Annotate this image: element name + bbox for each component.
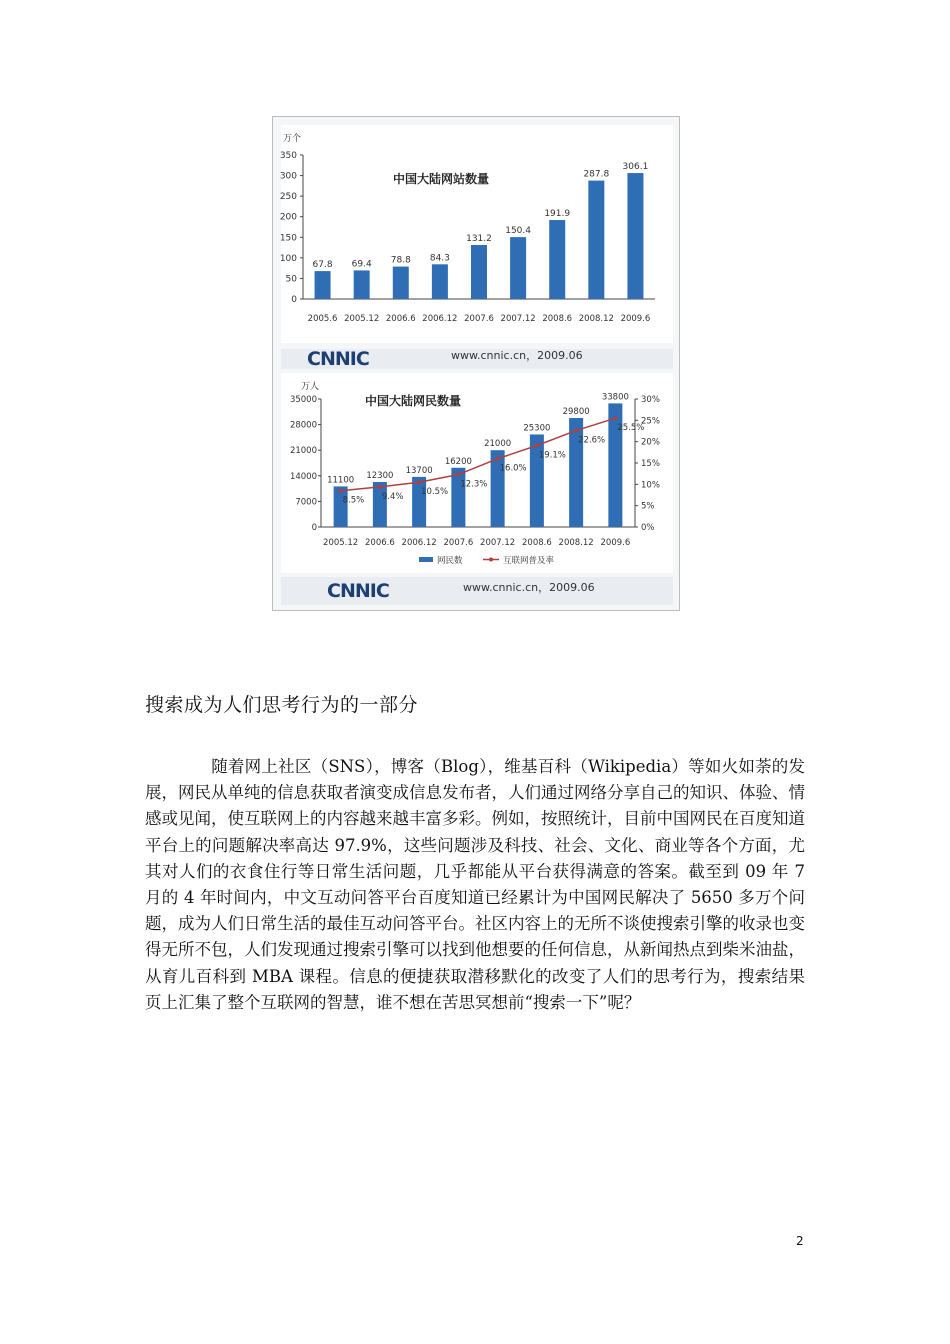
chart1-x-tick-label: 2009.6 [620,314,651,324]
chart2-bar-value-label: 33800 [601,392,629,403]
chart1-x-tick-label: 2006.12 [422,314,458,324]
chart1-value-label: 287.8 [583,169,610,180]
chart2-bar [491,450,505,527]
chart2-bar-value-label: 13700 [405,465,433,476]
chart1-source: www.cnnic.cn，2009.06 [451,349,583,362]
chart2-legend-line-marker [489,558,493,562]
chart2-bar-value-label: 25300 [523,423,551,434]
chart1-x-tick-label: 2008.6 [542,314,573,324]
chart1-bar [510,237,526,299]
chart1-bar [627,173,643,299]
chart1-x-tick-label: 2005.6 [307,314,338,324]
chart1-y-tick-label: 250 [279,192,297,203]
chart1-y-tick-label: 50 [285,274,297,285]
chart2-line-point [574,429,578,433]
chart2-right-tick-label: 20% [641,437,660,448]
chart-figure [272,116,680,611]
chart2-title: 中国大陆网民数量 [365,394,462,408]
chart1-y-tick-label: 350 [279,151,297,161]
chart1-x-tick-label: 2007.6 [464,314,494,324]
chart2-line-point [378,485,382,489]
chart1-y-tick-label: 300 [279,171,297,182]
chart2-bar-value-label: 11100 [327,475,355,486]
chart2-bar-value-label: 21000 [484,439,512,450]
chart2-line-value-label: 12.3% [460,479,488,490]
chart2-bar-value-label: 12300 [366,471,394,482]
body-text: 随着网上社区（SNS），博客（Blog），维基百科（Wikipedia）等如火如荼的发展，网民从单纯的信息获取者演变成信息发布者，人们通过网络分享自己的知识、体验、情感或见闻，使互联网上的内容越来越丰富多彩。例如，按照统计，目前中国网民在百度知道平台上的问题解决率高达 97.9%，这些问题涉及科技、社会、文化、商业等各个方面，尤其对人们的衣食住行等日常生活问题，几乎都能从平台获得满意的答案。截至到 09 年 7 月的 4 年时间内，中文互动问答平台百度知道已经累计为中国网民解决了 5650 多万个问题，成为人们日常生活的最佳互动问答平台。社区内容上的无所不谈使搜索引擎的收录也变得无所不包，人们发现通过搜索引擎可以找到他想要的任何信息，从新闻热点到柴米油盐，从育儿百科到 MBA 课程。信息的便捷获取潜移默化的改变了人们的思考行为，搜索结果页上汇集了整个互联网的智慧，谁不想在苦思冥想前“搜索一下”呢？ [145,757,805,1012]
chart2-x-tick-label: 2005.12 [323,538,359,548]
chart2-line-value-label: 8.5% [342,495,365,506]
chart2-x-tick-label: 2008.12 [558,538,594,548]
chart2-legend-line-label: 互联网普及率 [503,556,555,566]
chart2-right-tick-label: 0% [641,523,655,533]
chart1-value-label: 131.2 [466,234,492,245]
chart1-value-label: 191.9 [544,209,571,220]
chart2-bar [608,403,622,527]
chart1-y-tick-label: 150 [279,233,297,244]
page-number: 2 [796,1234,804,1248]
chart1-value-label: 150.4 [505,226,531,237]
chart1-y-tick-label: 100 [279,253,297,264]
chart2-legend-bar-label: 网民数 [437,556,463,566]
chart-svg [273,117,681,612]
chart1-x-tick-label: 2008.12 [578,314,614,324]
chart2-right-tick-label: 30% [641,395,660,405]
chart1-bar [588,181,604,299]
chart2-legend-bar-swatch [419,557,433,562]
chart2-left-tick-label: 35000 [289,395,317,405]
chart2-line-value-label: 25.5% [617,423,645,434]
chart1-x-tick-label: 2005.12 [344,314,380,324]
chart2-right-tick-label: 10% [641,480,660,491]
chart2-line-point [613,416,617,420]
chart1-logo: CNNIC [307,348,369,370]
chart1-x-tick-label: 2006.6 [385,314,416,324]
chart2-line-value-label: 22.6% [578,435,606,446]
chart2-left-tick-label: 28000 [289,420,317,431]
chart1-bar [432,264,448,299]
chart2-bar-value-label: 29800 [562,407,590,418]
chart2-line-point [535,444,539,448]
chart2-source: www.cnnic.cn，2009.06 [463,581,595,594]
chart2-bar [569,418,583,527]
chart1-bar [354,270,370,299]
chart2-bar [530,434,544,527]
chart2-left-tick-label: 0 [311,523,317,533]
chart1-title: 中国大陆网站数量 [393,172,490,186]
body-paragraph [145,754,805,1016]
chart2-left-tick-label: 21000 [289,446,317,457]
chart2-x-tick-label: 2006.6 [365,538,395,548]
chart1-value-label: 69.4 [351,259,372,270]
chart1-value-label: 78.8 [390,255,411,266]
chart1-y-tick-label: 200 [279,212,297,223]
chart2-right-tick-label: 5% [641,501,655,512]
chart2-right-tick-label: 25% [641,416,660,427]
chart1-value-label: 67.8 [312,260,333,271]
chart2-x-tick-label: 2006.12 [401,538,437,548]
chart2-bar [451,468,465,527]
chart2-line-value-label: 10.5% [421,487,449,498]
chart1-bar [393,267,409,299]
chart2-line-point [339,489,343,493]
chart2-right-tick-label: 15% [641,459,660,469]
section-title: 搜索成为人们思考行为的一部分 [145,694,419,716]
chart2-unit-label: 万人 [301,382,320,392]
chart2-line-point [496,457,500,461]
chart2-x-tick-label: 2007.6 [443,538,474,548]
chart2-line-value-label: 9.4% [381,491,404,502]
chart1-bar [471,245,487,299]
chart2-left-tick-label: 7000 [295,497,317,508]
chart1-value-label: 84.3 [429,253,450,264]
chart2-bar [412,477,426,527]
chart1-unit-label: 万个 [283,134,302,144]
chart1-bar [549,220,565,299]
chart1-bar [315,271,331,299]
chart2-bar-value-label: 16200 [444,456,472,467]
chart2-x-tick-label: 2007.12 [480,538,516,548]
chart1-x-tick-label: 2007.12 [500,314,536,324]
chart2-x-tick-label: 2009.6 [600,538,631,548]
chart1-value-label: 306.1 [622,162,649,173]
chart2-line-value-label: 16.0% [499,463,527,474]
chart2-logo: CNNIC [327,580,389,602]
chart2-x-tick-label: 2008.6 [522,538,552,548]
chart2-line-value-label: 19.1% [538,450,566,461]
chart2-line-point [456,473,460,477]
chart1-y-tick-label: 0 [291,295,297,305]
chart2-line-point [417,480,421,484]
chart2-left-tick-label: 14000 [289,471,317,482]
